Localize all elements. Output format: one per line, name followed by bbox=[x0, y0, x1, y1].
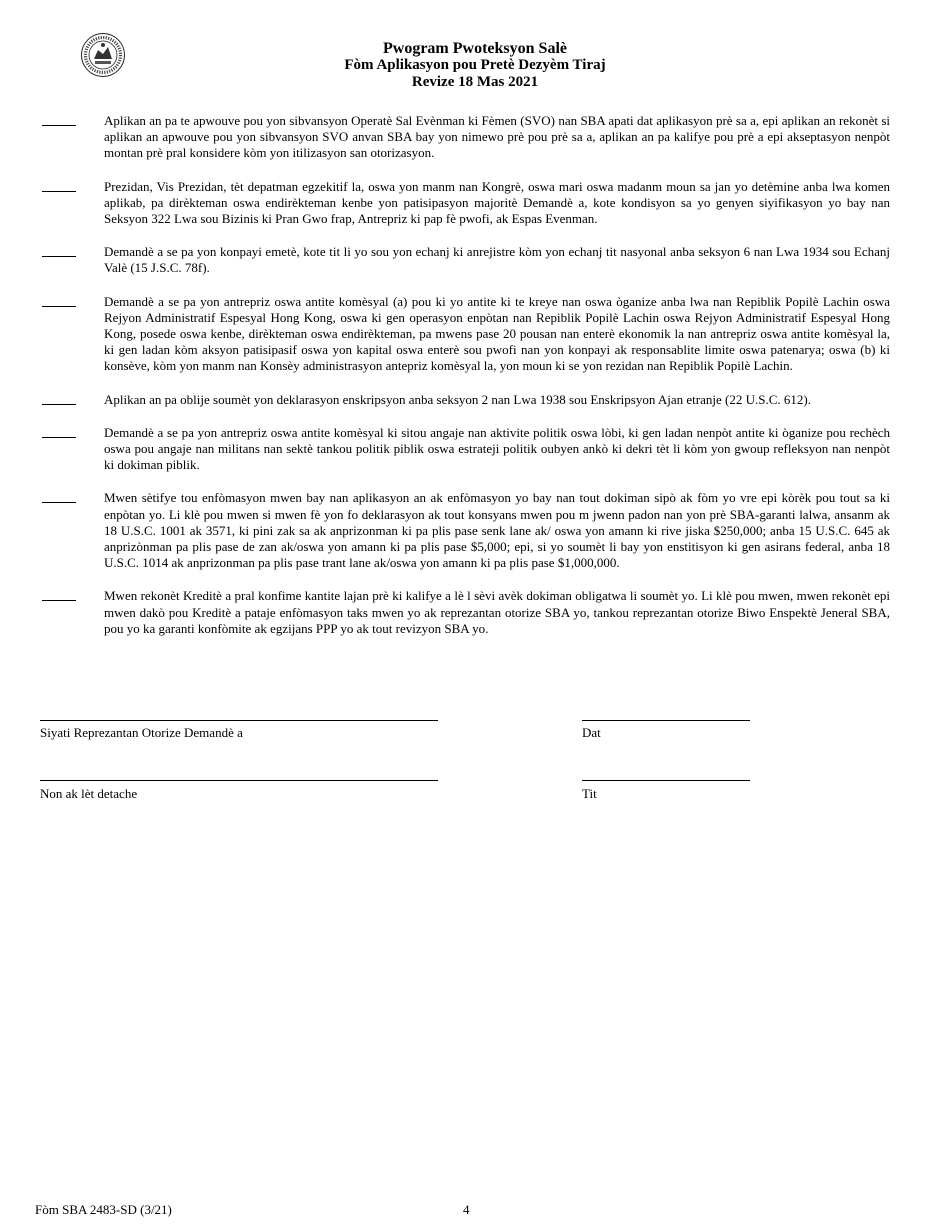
certification-item bbox=[40, 179, 890, 228]
initial-blank[interactable] bbox=[42, 191, 76, 192]
date-field[interactable] bbox=[582, 720, 750, 721]
printed-name-label: Non ak lèt detache bbox=[40, 786, 138, 801]
certification-item bbox=[40, 425, 890, 474]
date-label: Dat bbox=[582, 725, 601, 740]
certification-text: Demandè a se pa yon antrepriz oswa antite komèsyal ki sitou angaje nan aktivite politik oswa lòbi, ki gen ladan nenpòt antite ki òganize pou rechèch oswa pou angaje nan militans nan sektè tankou politik piblik oswa estrateji politik oubyen ankò ki dekri tèt li kòm yon gwoup refleksyon nan nenpòt ki dokiman piblik. bbox=[104, 424, 890, 473]
program-title: Pwogram Pwoteksyon Salè bbox=[383, 40, 567, 57]
signature-label: Siyati Reprezantan Otorize Demandè a bbox=[40, 725, 243, 740]
certification-item bbox=[40, 588, 890, 637]
certification-text: Aplikan an pa oblije soumèt yon deklarasyon enskripsyon anba seksyon 2 nan Lwa 1938 sou Enskripsyon Ajan etranje (22 U.S.C. 612). bbox=[104, 391, 811, 407]
initial-blank[interactable] bbox=[42, 600, 76, 601]
form-subtitle: Fòm Aplikasyon pou Pretè Dezyèm Tiraj bbox=[344, 57, 606, 73]
certification-item bbox=[40, 490, 890, 571]
certification-text: Mwen rekonèt Kreditè a pral konfime kantite lajan prè ki kalifye a lè l sèvi avèk dokiman obligatwa li soumèt yo. Li klè pou mwen, mwen rekonèt epi mwen dakò pou Kreditè a pataje enfòmasyon taks mwen yo ak reprezantan otorize SBA yo, tankou reprezantan otorize Biwo Enspektè Jeneral SBA, pou yo ka garanti konfòmite ak egzijans PPP yo ak tout revizyon SBA yo. bbox=[104, 588, 890, 636]
certification-list bbox=[40, 113, 890, 654]
page-number: 4 bbox=[463, 1202, 470, 1217]
certification-text: Demandè a se pa yon konpayi emetè, kote tit li yo sou yon echanj ki anrejistre kòm yon echanj tit nasyonal anba seksyon 6 nan Lwa 1934 sou Echanj Valè (15 J.S.C. 78f). bbox=[104, 244, 890, 276]
form-id: Fòm SBA 2483-SD (3/21) bbox=[35, 1202, 172, 1217]
initial-blank[interactable] bbox=[42, 125, 76, 126]
certification-item bbox=[40, 244, 890, 276]
initial-blank[interactable] bbox=[42, 404, 76, 405]
signature-field[interactable] bbox=[40, 720, 438, 721]
certification-text: Aplikan an pa te apwouve pou yon sibvansyon Operatè Sal Evènman ki Fèmen (SVO) nan SBA apati dat aplikasyon prè sa a, epi aplikan an rekonèt si aplikan an apwouve pou yon sibvansyon SVO anvan SBA bay yon nimewo prè pou prè sa a, aplikan an pa kalifye pou prè a epi akseptasyon nenpòt montan prè pral konsidere kòm yon itilizasyon san otorizasyon. bbox=[104, 113, 890, 161]
certification-text: Prezidan, Vis Prezidan, tèt depatman egzekitif la, oswa yon manm nan Kongrè, oswa mari oswa madanm moun sa jan yo detèmine anba lwa komen aplikab, pa dirèkteman oswa endirèkteman kenbe yon patisipasyon majoritè Demandè a, kote kondisyon sa yo genyen siyifikasyon yo bay nan Seksyon 322 Lwa sou Bizinis ki Pran Gwo frap, Antrepriz ki pap fè pwofi, ak Espas Evenman. bbox=[104, 178, 890, 227]
initial-blank[interactable] bbox=[42, 502, 76, 503]
initial-blank[interactable] bbox=[42, 256, 76, 257]
page-header bbox=[0, 40, 950, 91]
certification-text: Mwen sètifye tou enfòmasyon mwen bay nan aplikasyon an ak enfòmasyon yo bay nan tout dokiman sipò ak fòm yo vre epi kòrèk pou tout sa ki enpòtan yo. Li klè pou mwen si mwen fè yon fo deklarasyon ak tout konsyans mwen pou m jwenn padon nan yon prè SBA-garanti lalwa, ansanm ak 18 U.S.C. 1001 ak 3571, ki pini zak sa ak anprizonman ki pa plis pase senk lane ak/ oswa yon amann ki rive jiska $250,000; anba 15 U.S.C. 645 ak anprizònman pa plis pase de zan ak/oswa yon amann ki pa plis pase $5,000; epi, si yo soumèt li bay yon enstitisyon ki gen asirans federal, anba 18 U.S.C. 1014 ak anprizonman pa plis pase trant lane ak/oswa yon amann ki pa plis pase $1,000,000. bbox=[104, 490, 890, 571]
initial-blank[interactable] bbox=[42, 437, 76, 438]
printed-name-field[interactable] bbox=[40, 780, 438, 781]
title-field[interactable] bbox=[582, 780, 750, 781]
certification-item bbox=[40, 294, 890, 375]
initial-blank[interactable] bbox=[42, 306, 76, 307]
certification-item bbox=[40, 392, 890, 408]
certification-text: Demandè a se pa yon antrepriz oswa antite komèsyal (a) pou ki yo antite ki te kreye nan oswa òganize anba lwa nan Repiblik Popilè Lachin oswa Rejyon Administratif Espesyal Hong Kong, oswa ki gen operasyon enpòtan nan Repiblik Popilè Lachin oswa Rejyon Administratif Espesyal Hong Kong, posede oswa kenbe, dirèkteman oswa endirèkteman, pa mwens pase 20 pousan nan enterè ekonomik la nan antrepriz oswa antite komèsyal la, ki gen ladan kòm aksyon patisipasif oswa yon kapital oswa enterè sou pwofi nan yon konpayi ak responsablite limite oswa patenarya; oswa (b) ki konsève, kòm yon manm nan Konsèy administrasyon antepriz komèsyal la, yon moun ki se yon rezidan nan Repiblik Popilè Lachin. bbox=[104, 293, 890, 374]
title-label: Tit bbox=[582, 786, 597, 801]
revision-date: Revize 18 Mas 2021 bbox=[411, 74, 539, 90]
certification-item bbox=[40, 113, 890, 162]
